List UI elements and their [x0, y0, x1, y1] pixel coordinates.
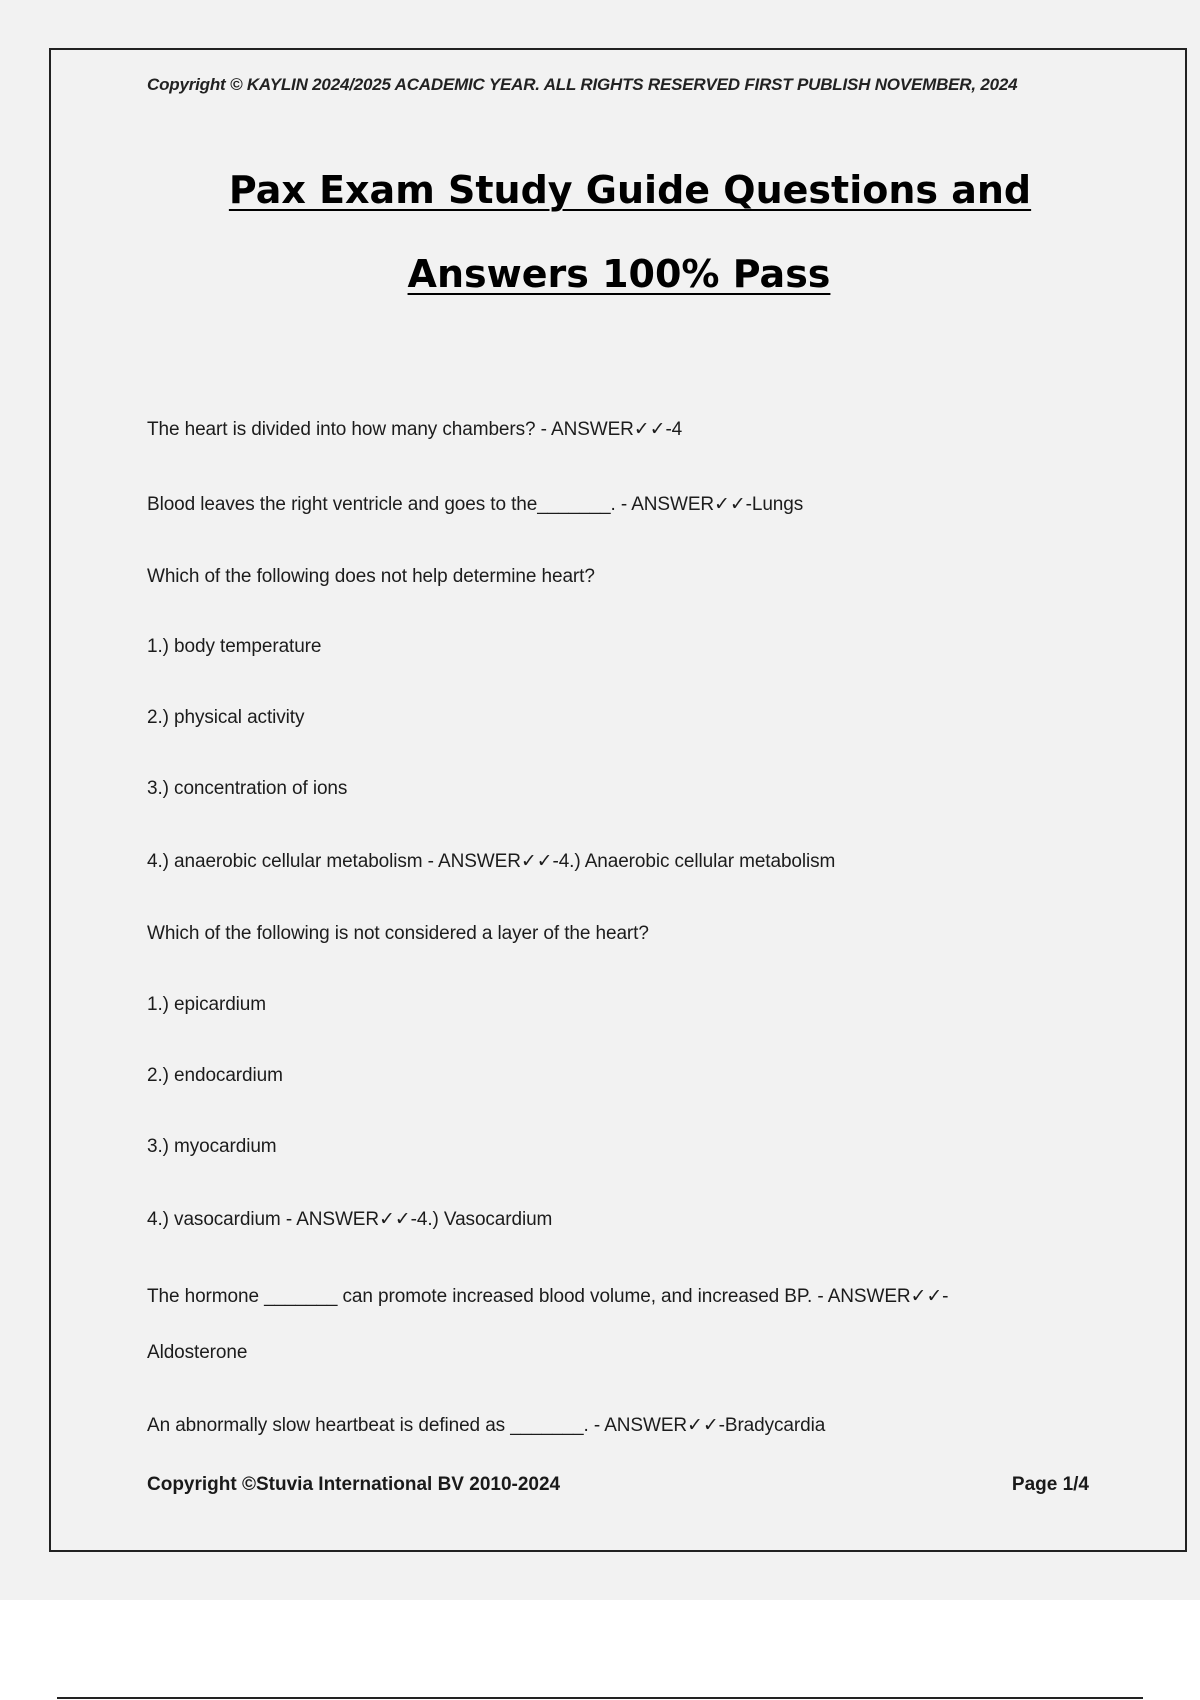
document-title	[51, 168, 1187, 296]
answer-option: 3.) myocardium	[147, 1136, 277, 1157]
document-page	[49, 48, 1187, 1552]
answer-option: 1.) epicardium	[147, 994, 266, 1015]
page-number: Page 1/4	[1011, 1474, 1089, 1495]
question-line: Which of the following does not help determine heart?	[147, 566, 595, 587]
question-line: Blood leaves the right ventricle and goes to the_______. - ANSWER✓✓-Lungs	[147, 494, 804, 515]
answer-option: 4.) anaerobic cellular metabolism - ANSWER✓✓-4.) Anaerobic cellular metabolism	[147, 851, 836, 872]
document-title-line-1: Pax Exam Study Guide Questions and	[228, 168, 1032, 212]
answer-option: 1.) body temperature	[147, 636, 322, 657]
question-line: An abnormally slow heartbeat is defined as _______. - ANSWER✓✓-Bradycardia	[147, 1415, 826, 1436]
question-line: Which of the following is not considered a layer of the heart?	[147, 923, 649, 944]
answer-option: 4.) vasocardium - ANSWER✓✓-4.) Vasocardium	[147, 1209, 553, 1230]
document-title-line-2: Answers 100% Pass	[407, 252, 831, 296]
question-line: The heart is divided into how many chambers? - ANSWER✓✓-4	[147, 419, 683, 440]
answer-option: 2.) physical activity	[147, 707, 305, 728]
next-page-border	[57, 1697, 1143, 1699]
answer-option: 2.) endocardium	[147, 1065, 283, 1086]
answer-option: 3.) concentration of ions	[147, 778, 348, 799]
footer-copyright: Copyright ©Stuvia International BV 2010-2024	[147, 1474, 561, 1495]
header-copyright: Copyright © KAYLIN 2024/2025 ACADEMIC YEAR. ALL RIGHTS RESERVED FIRST PUBLISH NOVEMBER, 2024	[147, 75, 1018, 94]
question-line-continuation: Aldosterone	[147, 1342, 248, 1363]
question-line: The hormone _______ can promote increased blood volume, and increased BP. - ANSWER✓✓-	[147, 1286, 949, 1307]
